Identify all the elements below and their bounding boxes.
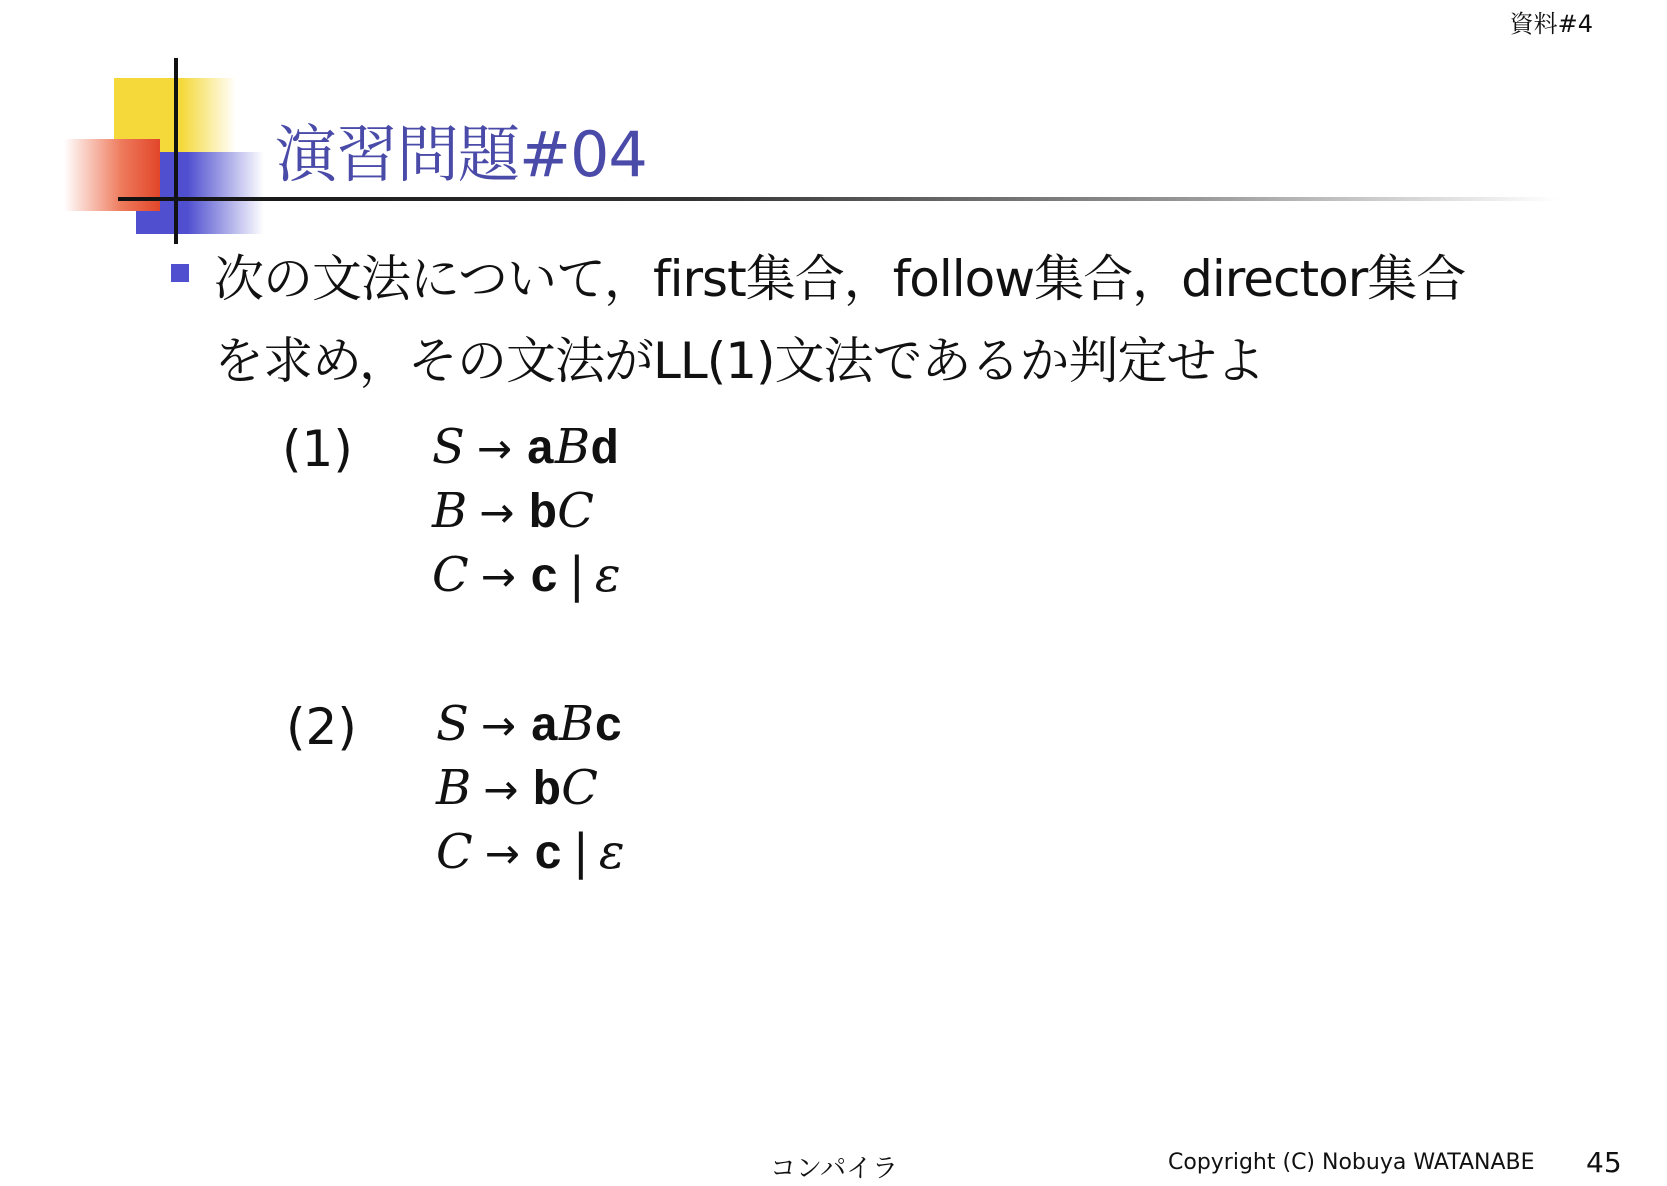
arrow-icon: → bbox=[480, 701, 517, 750]
epsilon-symbol: ε bbox=[594, 547, 621, 603]
rule-lhs: B bbox=[436, 760, 472, 816]
terminal-symbol: c bbox=[533, 829, 563, 883]
nonterminal-symbol: B bbox=[554, 419, 591, 475]
arrow-icon: → bbox=[483, 765, 519, 814]
nonterminal-symbol: B bbox=[558, 696, 595, 752]
rule-lhs: C bbox=[436, 824, 473, 880]
terminal-symbol: a bbox=[526, 424, 555, 478]
grammar-rule bbox=[436, 820, 625, 884]
rule-lhs: S bbox=[436, 696, 469, 752]
grammar-rule bbox=[432, 415, 621, 479]
terminal-symbol: c bbox=[594, 701, 623, 755]
arrow-icon: → bbox=[484, 829, 520, 878]
nonterminal-symbol: C bbox=[557, 483, 595, 539]
terminal-symbol: b bbox=[528, 488, 558, 542]
grammar-rules bbox=[436, 692, 625, 884]
grammar-rule bbox=[432, 479, 621, 543]
bullet-square-icon bbox=[171, 264, 189, 282]
ornament-vertical-line bbox=[174, 58, 178, 244]
terminal-symbol: d bbox=[590, 424, 619, 478]
title-underline bbox=[118, 197, 1558, 201]
terminal-symbol: b bbox=[532, 765, 562, 819]
grammar-rule bbox=[436, 756, 625, 820]
footer-copyright: Copyright (C) Nobuya WATANABE bbox=[1168, 1150, 1535, 1175]
epsilon-symbol: ε bbox=[598, 824, 625, 880]
bullet-line-2: を求め，その文法がLL(1)文法であるか判定せよ bbox=[214, 332, 1265, 390]
terminal-symbol: c bbox=[529, 552, 559, 606]
rule-lhs: C bbox=[432, 547, 469, 603]
arrow-icon: → bbox=[480, 552, 516, 601]
grammar-rule bbox=[432, 543, 621, 607]
page-number: 45 bbox=[1586, 1146, 1622, 1179]
slide-title: 演習問題#04 bbox=[275, 118, 647, 191]
terminal-symbol: a bbox=[530, 701, 559, 755]
nonterminal-symbol: C bbox=[561, 760, 599, 816]
arrow-icon: → bbox=[476, 424, 513, 473]
bullet-line-1: 次の文法について，first集合，follow集合，director集合 bbox=[214, 250, 1466, 308]
rule-lhs: S bbox=[432, 419, 465, 475]
alternative-bar: | bbox=[568, 547, 585, 603]
problem-number: (1) bbox=[282, 420, 353, 478]
bullet-text bbox=[214, 238, 1534, 402]
doc-label: 資料#4 bbox=[1509, 10, 1593, 38]
problem-number: (2) bbox=[286, 698, 357, 756]
grammar-rules bbox=[432, 415, 621, 607]
arrow-icon: → bbox=[479, 488, 515, 537]
footer-course-name: コンパイラ bbox=[770, 1154, 899, 1184]
grammar-rule bbox=[436, 692, 625, 756]
alternative-bar: | bbox=[572, 824, 589, 880]
rule-lhs: B bbox=[432, 483, 468, 539]
